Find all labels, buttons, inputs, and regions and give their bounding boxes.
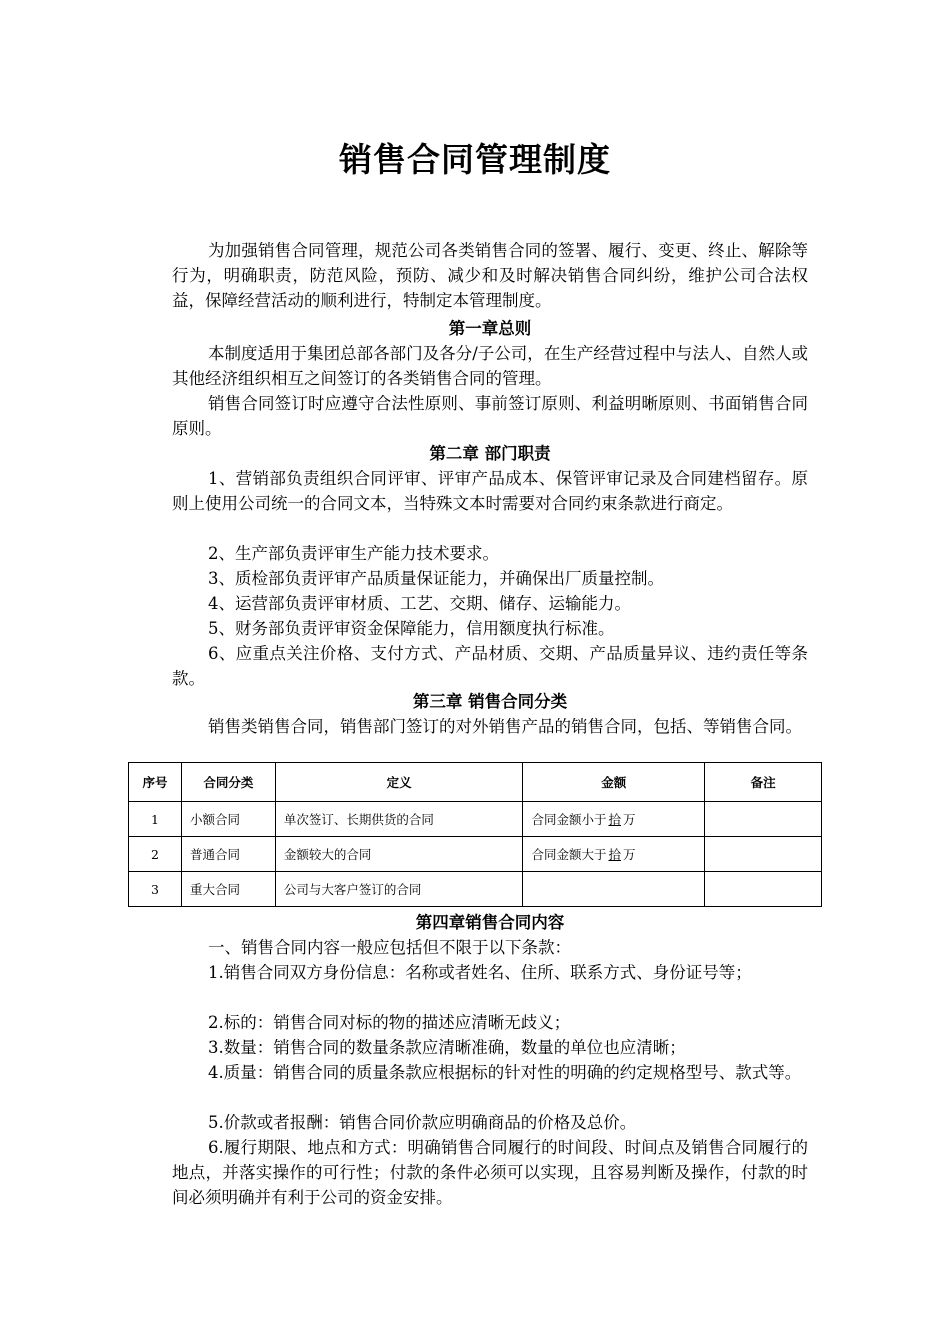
table-row <box>129 802 822 837</box>
chapter-4-item-6: 6.履行期限、地点和方式：明确销售合同履行的时间段、时间点及销售合同履行的地点，并落实操作的可行性；付款的条件必须可以实现，且容易判断及操作，付款的时间必须明确并有利于公司的资金安排。 <box>172 1138 808 1207</box>
row-type: 小额合同 <box>181 802 275 837</box>
chapter-4-item-1: 1.销售合同双方身份信息：名称或者姓名、住所、联系方式、身份证号等； <box>208 963 752 982</box>
chapter-3-heading: 第三章 销售合同分类 <box>412 692 568 711</box>
row-definition: 单次签订、长期供货的合同 <box>275 802 523 837</box>
chapter-2-item-2: 2、生产部负责评审生产能力技术要求。 <box>208 544 499 563</box>
amount-value: 拾 <box>608 847 621 862</box>
header-no: 序号 <box>129 763 182 802</box>
row-definition: 金额较大的合同 <box>275 837 523 872</box>
chapter-2-item-6: 6、应重点关注价格、支付方式、产品材质、交期、产品质量异议、违约责任等条款。 <box>172 644 808 688</box>
row-no: 3 <box>129 872 182 907</box>
header-amount: 金额 <box>523 763 705 802</box>
chapter-2-item-3: 3、质检部负责评审产品质量保证能力，并确保出厂质量控制。 <box>208 569 664 588</box>
contract-classification-table <box>128 762 822 907</box>
row-note <box>705 802 822 837</box>
chapter-4-item-4: 4.质量：销售合同的质量条款应根据标的针对性的明确的约定规格型号、款式等。 <box>208 1063 802 1082</box>
amount-prefix: 合同金额大于 <box>531 847 607 862</box>
table-header-row <box>129 763 822 802</box>
row-type: 普通合同 <box>181 837 275 872</box>
table-row <box>129 872 822 907</box>
chapter-1-heading: 第一章总则 <box>448 319 532 338</box>
row-note <box>705 837 822 872</box>
amount-value <box>531 882 535 897</box>
chapter-1-paragraph-2: 销售合同签订时应遵守合法性原则、事前签订原则、利益明晰原则、书面销售合同原则。 <box>172 394 808 438</box>
amount-value: 拾 <box>608 812 621 827</box>
chapter-2-item-4: 4、运营部负责评审材质、工艺、交期、储存、运输能力。 <box>208 594 631 613</box>
row-amount <box>523 802 705 837</box>
chapter-2-item-5: 5、财务部负责评审资金保障能力，信用额度执行标准。 <box>208 619 615 638</box>
amount-unit: 万 <box>622 812 636 827</box>
row-note <box>705 872 822 907</box>
row-no: 2 <box>129 837 182 872</box>
row-amount <box>523 872 705 907</box>
chapter-4-item-2: 2.标的：销售合同对标的物的描述应清晰无歧义； <box>208 1013 571 1032</box>
amount-unit: 万 <box>622 847 636 862</box>
row-type: 重大合同 <box>181 872 275 907</box>
header-definition: 定义 <box>275 763 523 802</box>
row-amount <box>523 837 705 872</box>
chapter-4-item-5: 5.价款或者报酬：销售合同价款应明确商品的价格及总价。 <box>208 1113 637 1132</box>
intro-paragraph: 为加强销售合同管理，规范公司各类销售合同的签署、履行、变更、终止、解除等行为，明确职责，防范风险，预防、减少和及时解决销售合同纠纷，维护公司合法权益，保障经营活动的顺利进行，特制定本管理制度。 <box>172 241 808 310</box>
header-note: 备注 <box>705 763 822 802</box>
row-definition: 公司与大客户签订的合同 <box>275 872 523 907</box>
chapter-2-heading: 第二章 部门职责 <box>429 444 551 463</box>
chapter-2-item-1: 1、营销部负责组织合同评审、评审产品成本、保管评审记录及合同建档留存。原则上使用公司统一的合同文本，当特殊文本时需要对合同约束条款进行商定。 <box>172 469 808 513</box>
document-title: 销售合同管理制度 <box>339 140 611 179</box>
table-row <box>129 837 822 872</box>
amount-prefix: 合同金额小于 <box>531 812 607 827</box>
chapter-4-item-3: 3.数量：销售合同的数量条款应清晰准确，数量的单位也应清晰； <box>208 1038 686 1057</box>
chapter-1-paragraph-1: 本制度适用于集团总部各部门及各分/子公司，在生产经营过程中与法人、自然人或其他经济组织相互之间签订的各类销售合同的管理。 <box>172 344 808 388</box>
chapter-3-paragraph: 销售类销售合同，销售部门签订的对外销售产品的销售合同，包括、等销售合同。 <box>208 717 802 736</box>
row-no: 1 <box>129 802 182 837</box>
header-type: 合同分类 <box>181 763 275 802</box>
chapter-4-intro: 一、销售合同内容一般应包括但不限于以下条款： <box>208 938 571 957</box>
chapter-4-heading: 第四章销售合同内容 <box>415 913 565 932</box>
